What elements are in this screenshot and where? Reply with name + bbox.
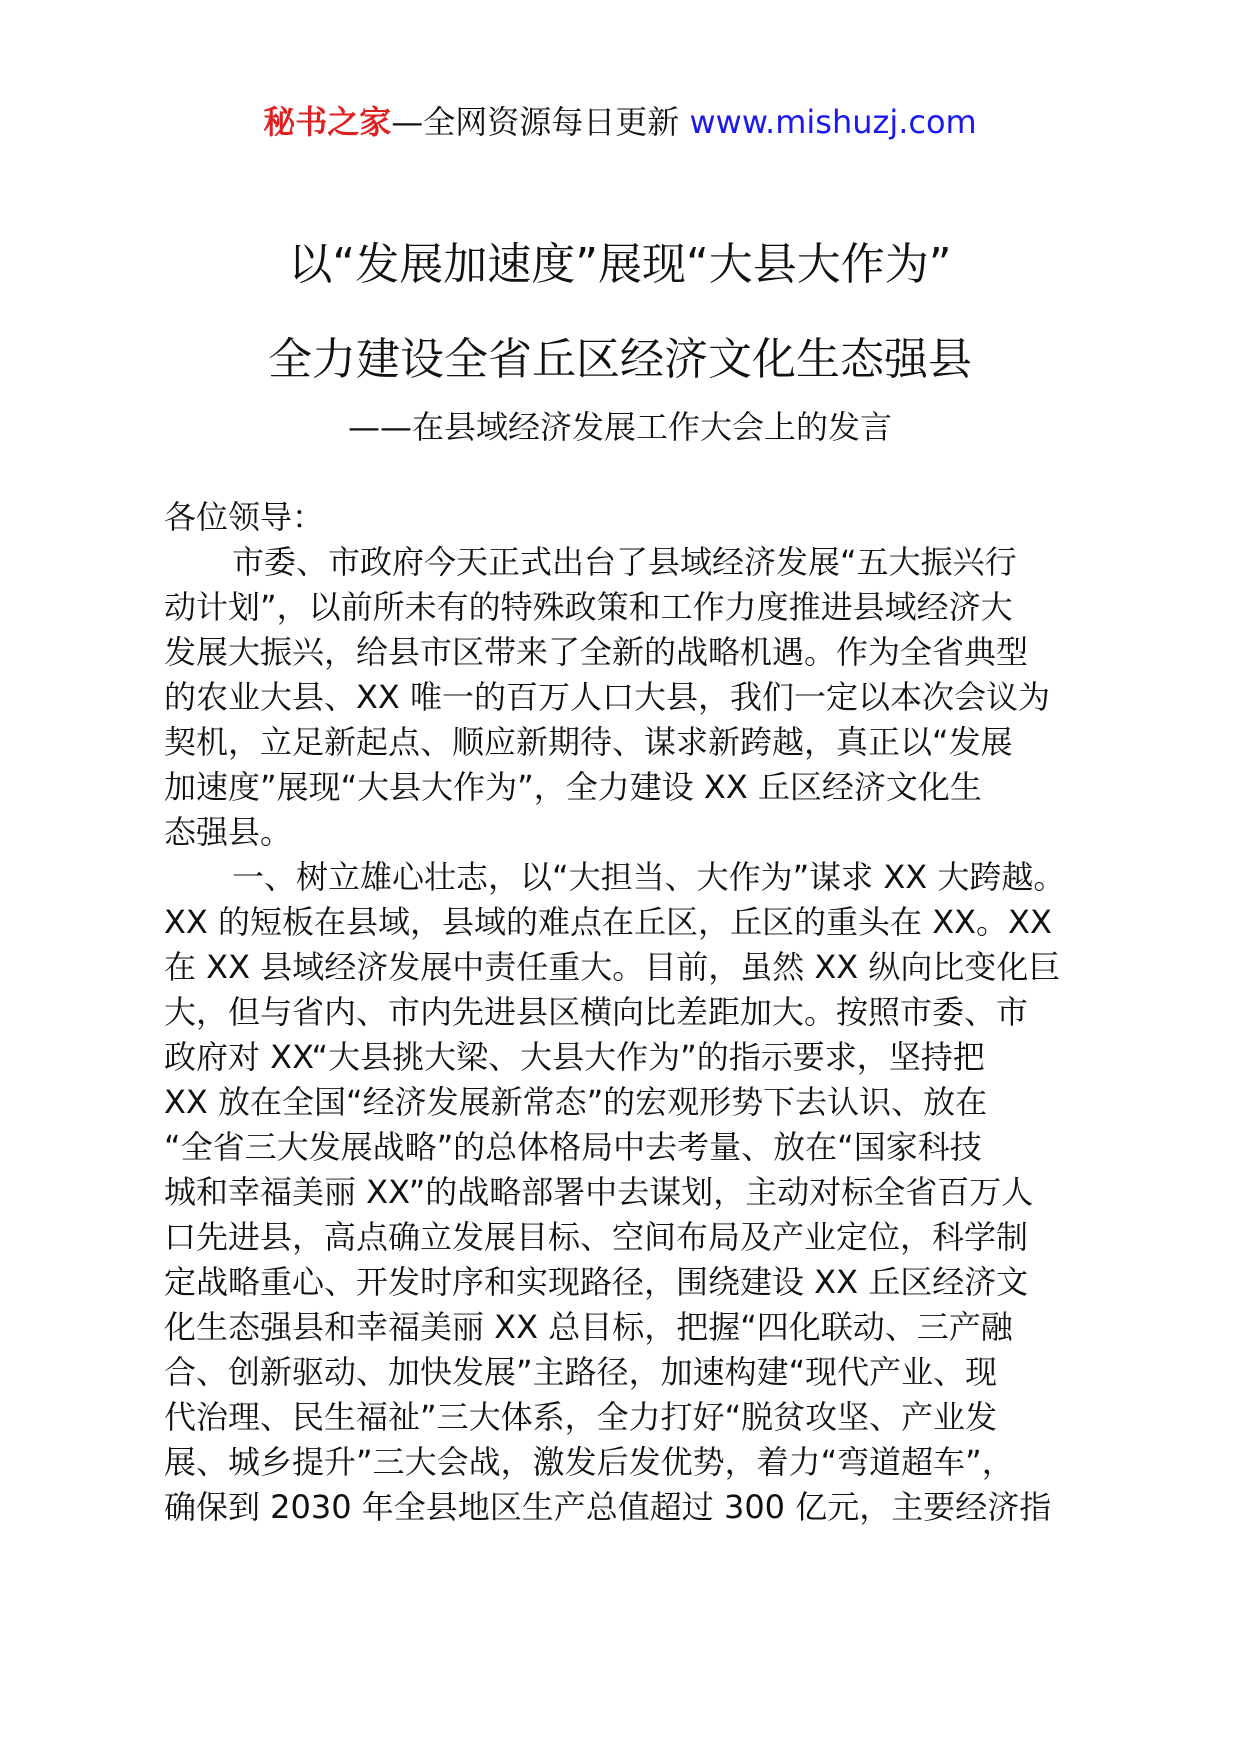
brand-name: 秘书之家	[263, 103, 392, 141]
paragraph-line: “全省三大发展战略”的总体格局中去考量、放在“国家科技	[164, 1128, 982, 1166]
paragraph-line: XX 放在全国“经济发展新常态”的宏观形势下去认识、放在	[164, 1083, 988, 1121]
paragraph-line: 加速度”展现“大县大作为”，全力建设 XX 丘区经济文化生	[164, 768, 982, 806]
document-body	[164, 495, 1084, 1530]
paragraph-line: 在 XX 县域经济发展中责任重大。目前，虽然 XX 纵向比变化巨	[164, 948, 1061, 986]
paragraph-line: 确保到 2030 年全县地区生产总值超过 300 亿元，主要经济指	[164, 1488, 1052, 1526]
salutation: 各位领导：	[164, 498, 325, 536]
document-title-line-2: 全力建设全省丘区经济文化生态强县	[268, 334, 972, 385]
site-header	[0, 100, 1240, 144]
paragraph-line: 态强县。	[164, 813, 293, 851]
section-heading-line: 一、树立雄心壮志，以“大担当、大作为”谋求 XX 大跨越。	[232, 858, 1066, 896]
paragraph-line: 市委、市政府今天正式出台了县域经济发展“五大振兴行	[232, 543, 1017, 581]
paragraph-line: 契机，立足新起点、顺应新期待、谋求新跨越，真正以“发展	[164, 723, 1013, 761]
paragraph-line: 定战略重心、开发时序和实现路径，围绕建设 XX 丘区经济文	[164, 1263, 1029, 1301]
paragraph-line: 的农业大县、XX 唯一的百万人口大县，我们一定以本次会议为	[164, 678, 1051, 716]
paragraph-line: 发展大振兴，给县市区带来了全新的战略机遇。作为全省典型	[164, 633, 1029, 671]
header-tagline: —全网资源每日更新	[391, 103, 680, 141]
paragraph-line: 代治理、民生福祉”三大体系，全力打好“脱贫攻坚、产业发	[164, 1398, 998, 1436]
document-subtitle: ——在县域经济发展工作大会上的发言	[347, 408, 892, 446]
paragraph-line: XX 的短板在县域，县域的难点在丘区，丘区的重头在 XX。XX	[164, 903, 1052, 941]
document-title-line-1: 以“发展加速度”展现“大县大作为”	[288, 239, 952, 290]
paragraph-line: 展、城乡提升”三大会战，激发后发优势，着力“弯道超车”，	[164, 1443, 1014, 1481]
paragraph-line: 口先进县，高点确立发展目标、空间布局及产业定位，科学制	[164, 1218, 1029, 1256]
paragraph-line: 城和幸福美丽 XX”的战略部署中去谋划，主动对标全省百万人	[164, 1173, 1034, 1211]
paragraph-line: 政府对 XX“大县挑大梁、大县大作为”的指示要求，坚持把	[164, 1038, 985, 1076]
site-url-link[interactable]: www.mishuzj.com	[689, 103, 977, 141]
paragraph-line: 合、创新驱动、加快发展”主路径，加速构建“现代产业、现	[164, 1353, 998, 1391]
paragraph-line: 化生态强县和幸福美丽 XX 总目标，把握“四化联动、三产融	[164, 1308, 1013, 1346]
paragraph-line: 大，但与省内、市内先进县区横向比差距加大。按照市委、市	[164, 993, 1029, 1031]
paragraph-line: 动计划”，以前所未有的特殊政策和工作力度推进县域经济大	[164, 588, 1013, 626]
